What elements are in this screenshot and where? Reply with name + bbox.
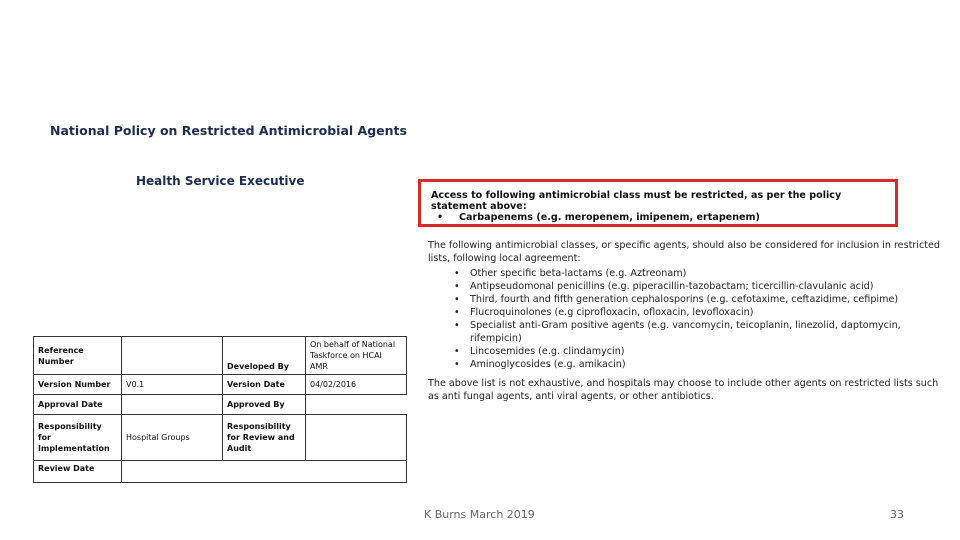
- considered-list: [428, 267, 948, 371]
- considered-intro: The following antimicrobial classes, or specific agents, should also be considered for inclusion in restricted lists, following local agreement:: [428, 240, 940, 264]
- table-row: [34, 375, 407, 395]
- responsibility-implementation-label: Responsibility for Implementation: [34, 415, 122, 461]
- restricted-box-heading: Access to following antimicrobial class must be restricted, as per the policy statement above:: [431, 190, 842, 212]
- approval-date-value: [122, 395, 223, 415]
- approved-by-label: Approved By: [223, 395, 306, 415]
- list-item: • Aminoglycosides (e.g. amikacin): [428, 358, 948, 371]
- developed-by-label: Developed By: [223, 337, 306, 375]
- considered-closing: The above list is not exhaustive, and hospitals may choose to include other agents on restricted lists such as anti fungal agents, anti viral agents, or other antibiotics.: [428, 378, 939, 402]
- review-date-label: Review Date: [34, 461, 122, 483]
- list-item: • Specialist anti-Gram positive agents (e.g. vancomycin, teicoplanin, linezolid, daptomycin, rifempicin): [428, 319, 948, 345]
- review-date-value: [122, 461, 407, 483]
- version-date-value: 04/02/2016: [306, 375, 407, 395]
- restricted-class-box: [418, 179, 898, 227]
- reference-number-value: [122, 337, 223, 375]
- list-item: • Lincosemides (e.g. clindamycin): [428, 345, 948, 358]
- version-number-value: V0.1: [122, 375, 223, 395]
- table-row: [34, 337, 407, 375]
- document-control-table: [33, 336, 407, 483]
- restricted-list: [431, 212, 895, 223]
- version-date-label: Version Date: [223, 375, 306, 395]
- responsibility-review-label: Responsibility for Review and Audit: [223, 415, 306, 461]
- list-item: • Antipseudomonal penicillins (e.g. piperacillin-tazobactam; ticercillin-clavulanic acid): [428, 280, 948, 293]
- approved-by-value: [306, 395, 407, 415]
- version-number-label: Version Number: [34, 375, 122, 395]
- table-row: [34, 395, 407, 415]
- developed-by-value: On behalf of National Taskforce on HCAI AMR: [306, 337, 407, 375]
- reference-number-label: Reference Number: [34, 337, 122, 375]
- list-item: • Carbapenems (e.g. meropenem, imipenem, ertapenem): [431, 212, 895, 223]
- list-item: • Third, fourth and fifth generation cephalosporins (e.g. cefotaxime, ceftazidime, cefipime): [428, 293, 948, 306]
- list-item: • Flucroquinolones (e.g ciprofloxacin, ofloxacin, levofloxacin): [428, 306, 948, 319]
- footer-author-date: K Burns March 2019: [424, 508, 535, 521]
- page-number: 33: [890, 508, 904, 521]
- policy-title: National Policy on Restricted Antimicrobial Agents: [50, 123, 407, 138]
- responsibility-implementation-value: Hospital Groups: [122, 415, 223, 461]
- approval-date-label: Approval Date: [34, 395, 122, 415]
- considered-agents-section: [428, 239, 948, 403]
- table-row: [34, 461, 407, 483]
- organization-name: Health Service Executive: [136, 174, 305, 188]
- table-row: [34, 415, 407, 461]
- responsibility-review-value: [306, 415, 407, 461]
- list-item: • Other specific beta-lactams (e.g. Aztreonam): [428, 267, 948, 280]
